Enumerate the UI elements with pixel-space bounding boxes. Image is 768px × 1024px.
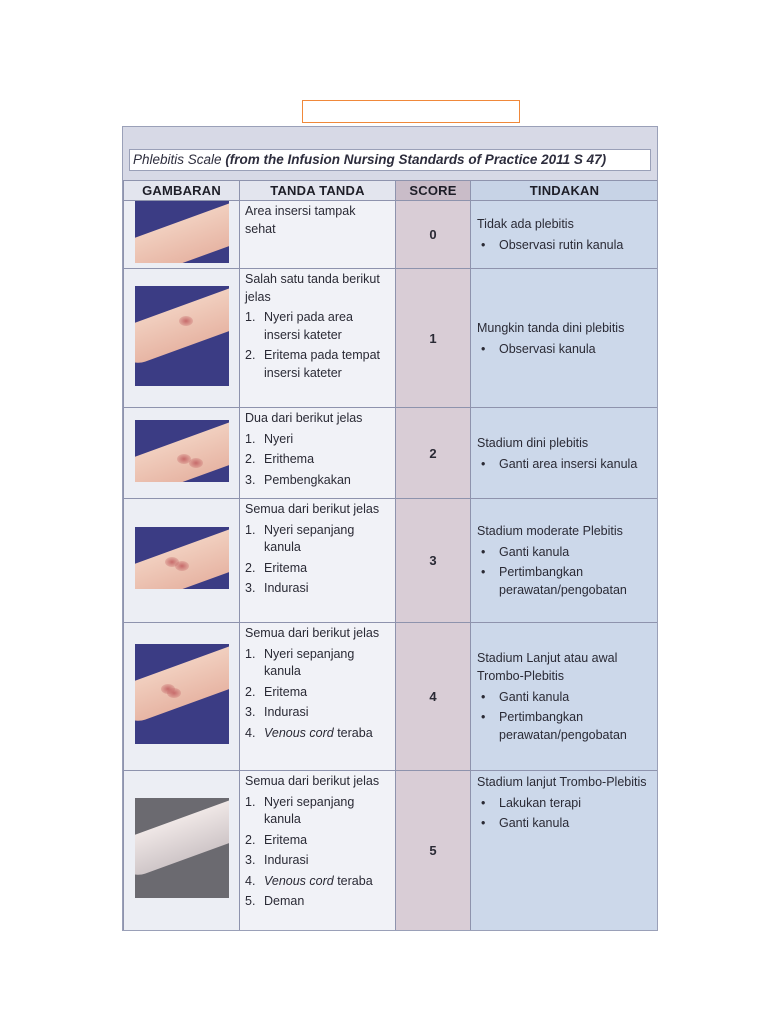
list-item [245, 309, 389, 344]
gambaran-cell [124, 269, 240, 408]
tindakan-cell [471, 201, 659, 269]
tanda-lead-text: Semua dari berikut jelas [245, 626, 380, 640]
tanda-lead-text: Dua dari berikut jelas [245, 411, 363, 425]
list-text: Observasi rutin kanula [499, 238, 624, 252]
list-item [245, 794, 389, 829]
list-item [477, 814, 652, 832]
list-text: Observasi kanula [499, 341, 596, 356]
list-text [264, 725, 389, 743]
table-row [124, 269, 659, 408]
redness-spot [175, 561, 189, 571]
arm-shape [135, 644, 229, 726]
tindakan-lead-text: Stadium dini plebitis [477, 435, 589, 450]
title-scale-name: Phlebitis Scale [133, 152, 226, 167]
tindakan-cell [471, 269, 659, 408]
score-cell: 2 [396, 408, 471, 499]
score-cell: 4 [396, 623, 471, 771]
list-text: Nyeri sepanjang kanula [264, 794, 355, 826]
tindakan-list [477, 455, 652, 473]
list-text-italic: Venous cord [264, 725, 334, 740]
list-number: 1. [245, 794, 256, 809]
bullet-icon: • [481, 238, 486, 252]
score-cell: 0 [396, 201, 471, 269]
tanda-list [245, 309, 389, 382]
tanda-tanda-cell [240, 408, 396, 499]
tindakan-lead-text: Tidak ada plebitis [477, 217, 574, 231]
tindakan-lead-text: Stadium moderate Plebitis [477, 524, 623, 538]
list-text: Pertimbangkan perawatan/pengobatan [499, 710, 627, 742]
gambaran-cell [124, 771, 240, 931]
header-tanda-tanda: TANDA TANDA [240, 181, 396, 201]
list-number: 5. [245, 894, 256, 908]
arm-redness-photo [135, 286, 229, 386]
list-number: 4. [245, 873, 256, 888]
bullet-icon: • [481, 710, 486, 724]
list-text: Nyeri sepanjang kanula [264, 646, 355, 678]
table-row [124, 623, 659, 771]
tindakan-cell [471, 771, 659, 931]
list-number: 1. [245, 431, 256, 446]
arm-shape [135, 201, 229, 263]
list-text: Eritema [264, 560, 308, 575]
arm-shape [135, 798, 229, 880]
gambaran-cell [124, 201, 240, 269]
list-number: 2. [245, 452, 256, 466]
list-number: 3. [245, 472, 256, 487]
list-item [245, 431, 389, 449]
tanda-lead-text: Semua dari berikut jelas [245, 502, 380, 516]
bullet-icon: • [481, 796, 486, 810]
list-number: 3. [245, 853, 256, 867]
tindakan-list [477, 543, 652, 599]
list-item [477, 340, 652, 358]
list-item [245, 852, 389, 870]
list-text: Eritema [264, 684, 308, 699]
tindakan-cell [471, 499, 659, 623]
list-item [477, 794, 652, 812]
redness-spot [189, 458, 203, 468]
list-item [245, 873, 389, 891]
list-item [477, 563, 652, 599]
list-text-italic: Venous cord [264, 873, 334, 888]
list-item [477, 455, 652, 473]
list-text: Indurasi [264, 853, 309, 867]
list-item [477, 236, 652, 254]
score-cell: 5 [396, 771, 471, 931]
tindakan-list [477, 794, 652, 832]
arm-induration-photo [135, 644, 229, 744]
gambaran-cell [124, 499, 240, 623]
gambaran-cell [124, 623, 240, 771]
list-text: Pertimbangkan perawatan/pengobatan [499, 565, 627, 597]
arm-shape [135, 420, 229, 482]
list-item [477, 708, 652, 744]
list-item [245, 347, 389, 382]
list-item [245, 725, 389, 743]
list-text-rest: teraba [333, 873, 373, 888]
list-text [264, 873, 389, 891]
list-text: Ganti kanula [499, 690, 570, 704]
header-gambaran: GAMBARAN [124, 181, 240, 201]
list-number: 3. [245, 581, 256, 595]
list-text-rest: teraba [333, 725, 373, 740]
list-item [245, 646, 389, 681]
list-text: Nyeri pada area insersi kateter [264, 310, 353, 342]
score-cell: 1 [396, 269, 471, 408]
bullet-icon: • [481, 565, 486, 579]
list-item [477, 543, 652, 561]
list-item [245, 560, 389, 578]
header-row [124, 181, 659, 201]
tanda-list [245, 646, 389, 743]
arm-shape [135, 527, 229, 589]
redness-spot [179, 316, 193, 326]
list-text: Eritema [264, 832, 308, 847]
tindakan-cell [471, 408, 659, 499]
list-number: 2. [245, 832, 256, 847]
list-text: Deman [264, 894, 305, 908]
list-text: Nyeri [264, 431, 294, 446]
arm-healthy-photo [135, 201, 229, 263]
list-item [245, 832, 389, 850]
header-tindakan: TINDAKAN [471, 181, 659, 201]
bullet-icon: • [481, 816, 486, 830]
list-number: 1. [245, 310, 256, 324]
tindakan-list [477, 340, 652, 358]
list-text: Erithema [264, 452, 315, 466]
table-row [124, 408, 659, 499]
bullet-icon: • [481, 545, 486, 559]
list-item [245, 684, 389, 702]
list-number: 2. [245, 684, 256, 699]
tanda-list [245, 522, 389, 598]
list-item [245, 580, 389, 598]
title-source: (from the Infusion Nursing Standards of Practice 2011 S 47) [225, 152, 607, 167]
tanda-lead-text: Semua dari berikut jelas [245, 774, 380, 788]
tindakan-list [477, 688, 652, 744]
document-title [129, 149, 651, 171]
header-score: SCORE [396, 181, 471, 201]
tanda-lead-text: Salah satu tanda berikut jelas [245, 272, 380, 304]
tanda-lead-text: Area insersi tampak sehat [245, 204, 356, 236]
table-row [124, 771, 659, 931]
list-item [245, 451, 389, 469]
list-item [245, 704, 389, 722]
table-row [124, 499, 659, 623]
list-text: Ganti kanula [499, 816, 570, 830]
list-number: 1. [245, 522, 256, 537]
tanda-tanda-cell [240, 269, 396, 408]
table-row [124, 201, 659, 269]
list-text: Lakukan terapi [499, 796, 582, 810]
tindakan-cell [471, 623, 659, 771]
list-text: Indurasi [264, 581, 309, 595]
list-text: Nyeri sepanjang kanula [264, 522, 355, 554]
tanda-list [245, 794, 389, 911]
tindakan-lead-text: Stadium Lanjut atau awal Trombo-Plebitis [477, 651, 618, 683]
list-item [245, 472, 389, 490]
list-text: Indurasi [264, 705, 309, 719]
list-text: Ganti area insersi kanula [499, 456, 638, 471]
tanda-tanda-cell [240, 499, 396, 623]
tindakan-lead-text: Mungkin tanda dini plebitis [477, 320, 625, 335]
tindakan-list [477, 236, 652, 254]
bullet-icon: • [481, 456, 486, 471]
list-text: Ganti kanula [499, 545, 570, 559]
table-body [124, 201, 659, 931]
tanda-tanda-cell [240, 623, 396, 771]
phlebitis-scale-document [122, 126, 658, 931]
list-item [245, 522, 389, 557]
list-number: 2. [245, 348, 256, 362]
redness-spot [167, 688, 181, 698]
arm-erythema-photo [135, 420, 229, 482]
tindakan-lead-text: Stadium lanjut Trombo-Plebitis [477, 775, 647, 789]
list-number: 3. [245, 705, 256, 719]
tanda-list [245, 431, 389, 490]
arm-swelling-photo [135, 527, 229, 589]
list-item [245, 893, 389, 911]
tanda-tanda-cell [240, 771, 396, 931]
list-number: 2. [245, 560, 256, 575]
list-text: Pembengkakan [264, 472, 351, 487]
gambaran-cell [124, 408, 240, 499]
tanda-tanda-cell [240, 201, 396, 269]
bullet-icon: • [481, 690, 486, 704]
score-cell: 3 [396, 499, 471, 623]
list-item [477, 688, 652, 706]
orange-highlight-box [302, 100, 520, 123]
list-number: 1. [245, 646, 256, 661]
list-text: Eritema pada tempat insersi kateter [264, 348, 381, 380]
phlebitis-scale-table [123, 180, 658, 931]
arm-shape [135, 286, 229, 368]
iv-dressing-photo [135, 798, 229, 898]
list-number: 4. [245, 725, 256, 740]
bullet-icon: • [481, 341, 486, 356]
